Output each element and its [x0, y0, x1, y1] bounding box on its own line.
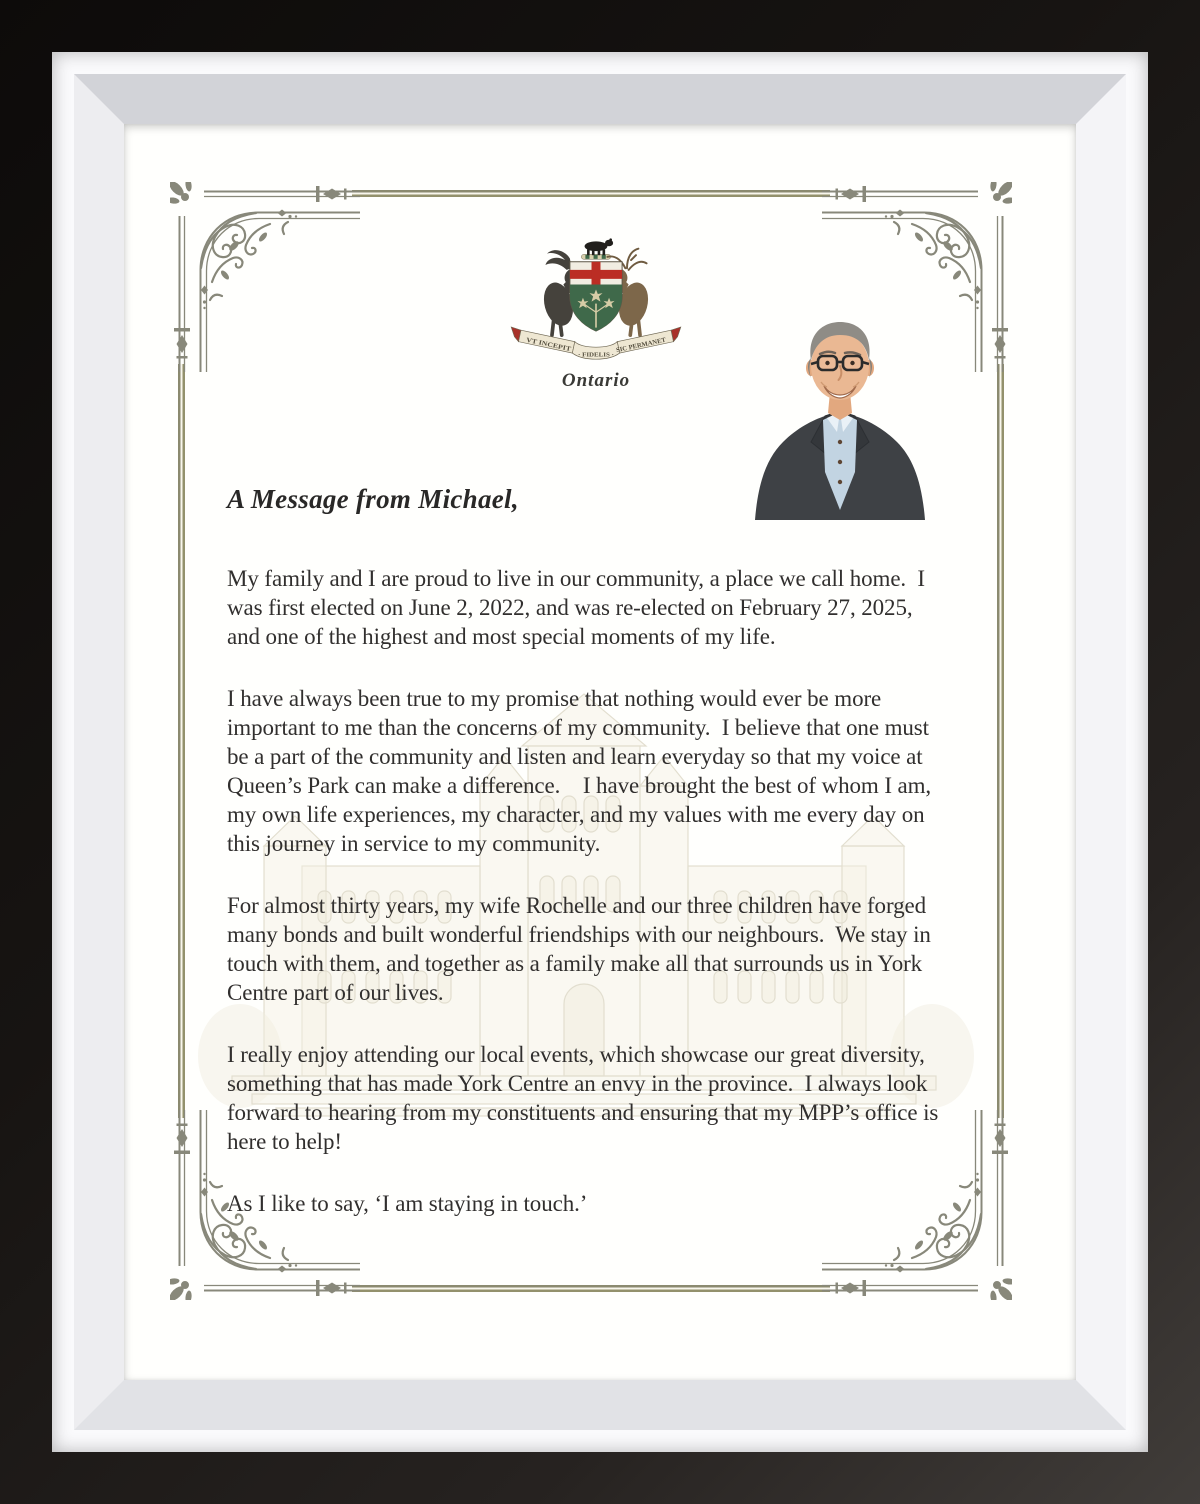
motto-center-text: · FIDELIS · — [578, 351, 614, 359]
letter-paragraph-3: For almost thirty years, my wife Rochelle and our three children have forged many bonds and built wonderful friendships with our neighbours. We stay in touch with them, and together as a family make all that surrounds us in York Centre part of our lives. — [227, 893, 937, 1005]
bear-crest-icon — [585, 238, 614, 255]
motto-right-text: SIC PERMANET — [615, 336, 666, 355]
letter-paragraph-1: My family and I are proud to live in our community, a place we call home. I was first elected on June 2, 2022, and was re-elected on February 27, 2025, and one of the highest and most special moments of my life. — [227, 566, 931, 649]
ontario-coat-of-arms-icon — [506, 234, 686, 376]
letter-heading: A Message from Michael, — [227, 484, 519, 514]
ontario-caption: Ontario — [561, 370, 631, 391]
border-line-left — [178, 364, 185, 1118]
ornate-corner-icon — [170, 182, 360, 372]
border-line-top — [352, 190, 830, 197]
border-line-bottom — [352, 1285, 830, 1292]
letter-page — [124, 124, 1076, 1380]
letter-body — [227, 484, 949, 1218]
letter-paragraph-2: I have always been true to my promise that nothing would ever be more important to me than the concerns of my community. I believe that one must be a part of the community and listen and learn everyday so that my voice at Queen’s Park can make a difference. I have brought the best of whom I am, my own life experiences, my character, and my values with me every day on this journey in service to my community. — [227, 686, 937, 856]
letter-closing: As I like to say, ‘I am staying in touch.’ — [227, 1191, 588, 1216]
letter-paragraph-4: I really enjoy attending our local events, which showcase our great diversity, something that has made York Centre an envy in the province. I always look forward to hearing from my constituents and ensuring that my MPP’s office is here to help! — [227, 1042, 944, 1154]
border-line-right — [997, 364, 1004, 1118]
shield-icon — [570, 262, 622, 331]
motto-left-text: VT INCEPIT — [525, 336, 564, 352]
